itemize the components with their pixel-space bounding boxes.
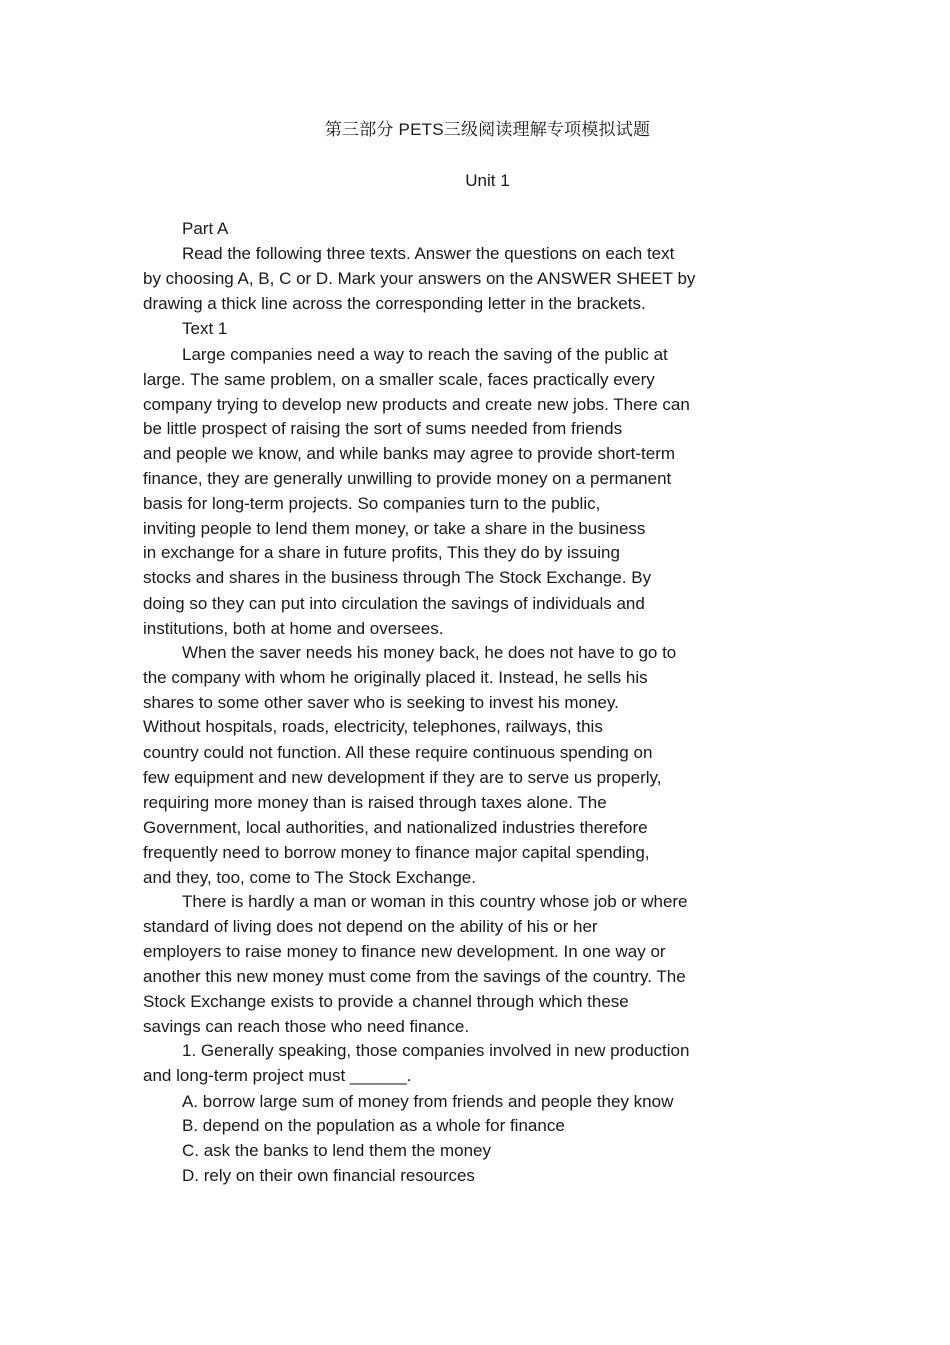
paragraph-line: in exchange for a share in future profits, This they do by issuing [143,543,620,562]
paragraph-line: When the saver needs his money back, he does not have to go to [182,643,677,662]
paragraph-line: and people we know, and while banks may agree to provide short-term [143,444,676,463]
paragraph-line: doing so they can put into circulation the savings of individuals and [143,594,645,613]
paragraph-line: savings can reach those who need finance. [143,1017,470,1036]
instruction-line: Read the following three texts. Answer the questions on each text [182,244,675,263]
paragraph-line: the company with whom he originally placed it. Instead, he sells his [143,668,648,687]
instruction-line: by choosing A, B, C or D. Mark your answers on the ANSWER SHEET by [143,269,696,288]
paragraph-line: stocks and shares in the business through The Stock Exchange. By [143,568,652,587]
instruction-line: drawing a thick line across the corresponding letter in the brackets. [143,294,646,313]
paragraph-line: Without hospitals, roads, electricity, telephones, railways, this [143,717,603,736]
paragraph-line: institutions, both at home and oversees. [143,619,444,638]
paragraph-line: be little prospect of raising the sort of sums needed from friends [143,419,623,438]
paragraph-line: large. The same problem, on a smaller scale, faces practically every [143,370,655,389]
paragraph-line: few equipment and new development if they are to serve us properly, [143,768,662,787]
paragraph-line: employers to raise money to finance new development. In one way or [143,942,666,961]
paragraph-line: requiring more money than is raised through taxes alone. The [143,793,607,812]
answer-option: A. borrow large sum of money from friends and people they know [182,1092,674,1111]
answer-option: D. rely on their own financial resources [182,1166,475,1185]
paragraph-line: Large companies need a way to reach the saving of the public at [182,345,668,364]
part-heading: Part A [182,219,229,238]
paragraph-line: Stock Exchange exists to provide a channel through which these [143,992,629,1011]
paragraph-line: country could not function. All these require continuous spending on [143,743,653,762]
paragraph-line: company trying to develop new products and create new jobs. There can [143,395,690,414]
paragraph-line: another this new money must come from the savings of the country. The [143,967,686,986]
page-title: 第三部分 PETS三级阅读理解专项模拟试题 [324,120,651,139]
question-line: 1. Generally speaking, those companies involved in new production [182,1041,690,1060]
paragraph-line: Government, local authorities, and nationalized industries therefore [143,818,648,837]
answer-option: C. ask the banks to lend them the money [182,1141,492,1160]
paragraph-line: inviting people to lend them money, or take a share in the business [143,519,646,538]
unit-heading: Unit 1 [465,171,510,190]
paragraph-line: basis for long-term projects. So companies turn to the public, [143,494,601,513]
paragraph-line: There is hardly a man or woman in this country whose job or where [182,892,688,911]
text-heading: Text 1 [182,319,228,338]
question-line: and long-term project must ______. [143,1066,412,1085]
paragraph-line: shares to some other saver who is seeking to invest his money. [143,693,619,712]
paragraph-line: and they, too, come to The Stock Exchange. [143,868,476,887]
paragraph-line: finance, they are generally unwilling to provide money on a permanent [143,469,672,488]
answer-option: B. depend on the population as a whole for finance [182,1116,565,1135]
paragraph-line: frequently need to borrow money to finance major capital spending, [143,843,650,862]
paragraph-line: standard of living does not depend on the ability of his or her [143,917,598,936]
